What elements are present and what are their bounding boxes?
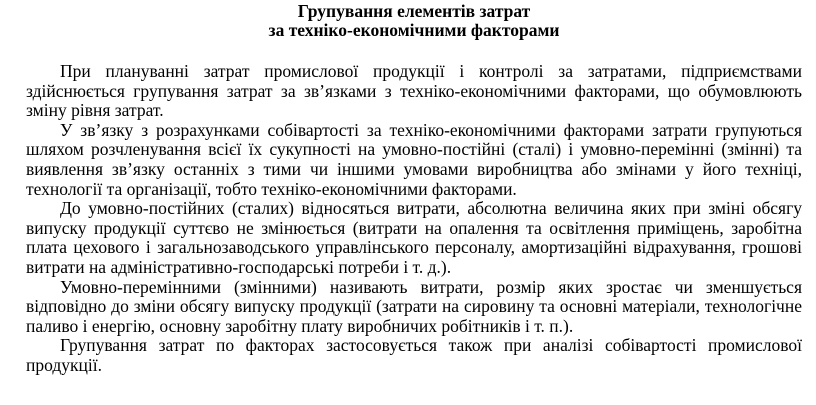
title-line-2: за техніко-економічними факторами (268, 20, 560, 40)
paragraph: При плануванні затрат промислової продукції і контролі за затратами, підприємствами здійснюється групування затрат за зв’язками з техніко-економічними факторами, що обумовлюють зміну рівня затрат. (26, 61, 802, 121)
document-body (26, 62, 802, 376)
document-title (26, 0, 802, 40)
title-line-1: Групування елементів затрат (297, 1, 531, 21)
paragraph: Умовно-перемінними (змінними) називають витрати, розмір яких зростає чи зменшується відповідно до зміни обсягу випуску продукції (затрати на сировину та основні матеріали, технологічне паливо і енергію, основну заробітну плату виробничих робітників і т. п.). (26, 276, 802, 336)
paragraph: Групування затрат по факторах застосовується також при аналізі собівартості промислової продукції. (26, 335, 802, 375)
paragraph: У зв’язку з розрахунками собівартості за техніко-економічними факторами затрати групуються шляхом розчленування всієї їх сукупності на умовно-постійні (сталі) і умовно-перемінні (змінні) та виявлення зв’язку останніх з тими чи іншими умовами виробництва або змінами у його техніці, технології та організації, тобто техніко-економічними факторами. (26, 119, 802, 199)
paragraph: До умовно-постійних (сталих) відносяться витрати, абсолютна величина яких при зміні обсягу випуску продукції суттєво не змінюється (витрати на опалення та освітлення приміщень, заробітна плата цехового і загальнозаводського управлінського персоналу, амортизаційні відрахування, грошові витрати на адміністративно-господарські потреби і т. д.). (26, 198, 802, 277)
